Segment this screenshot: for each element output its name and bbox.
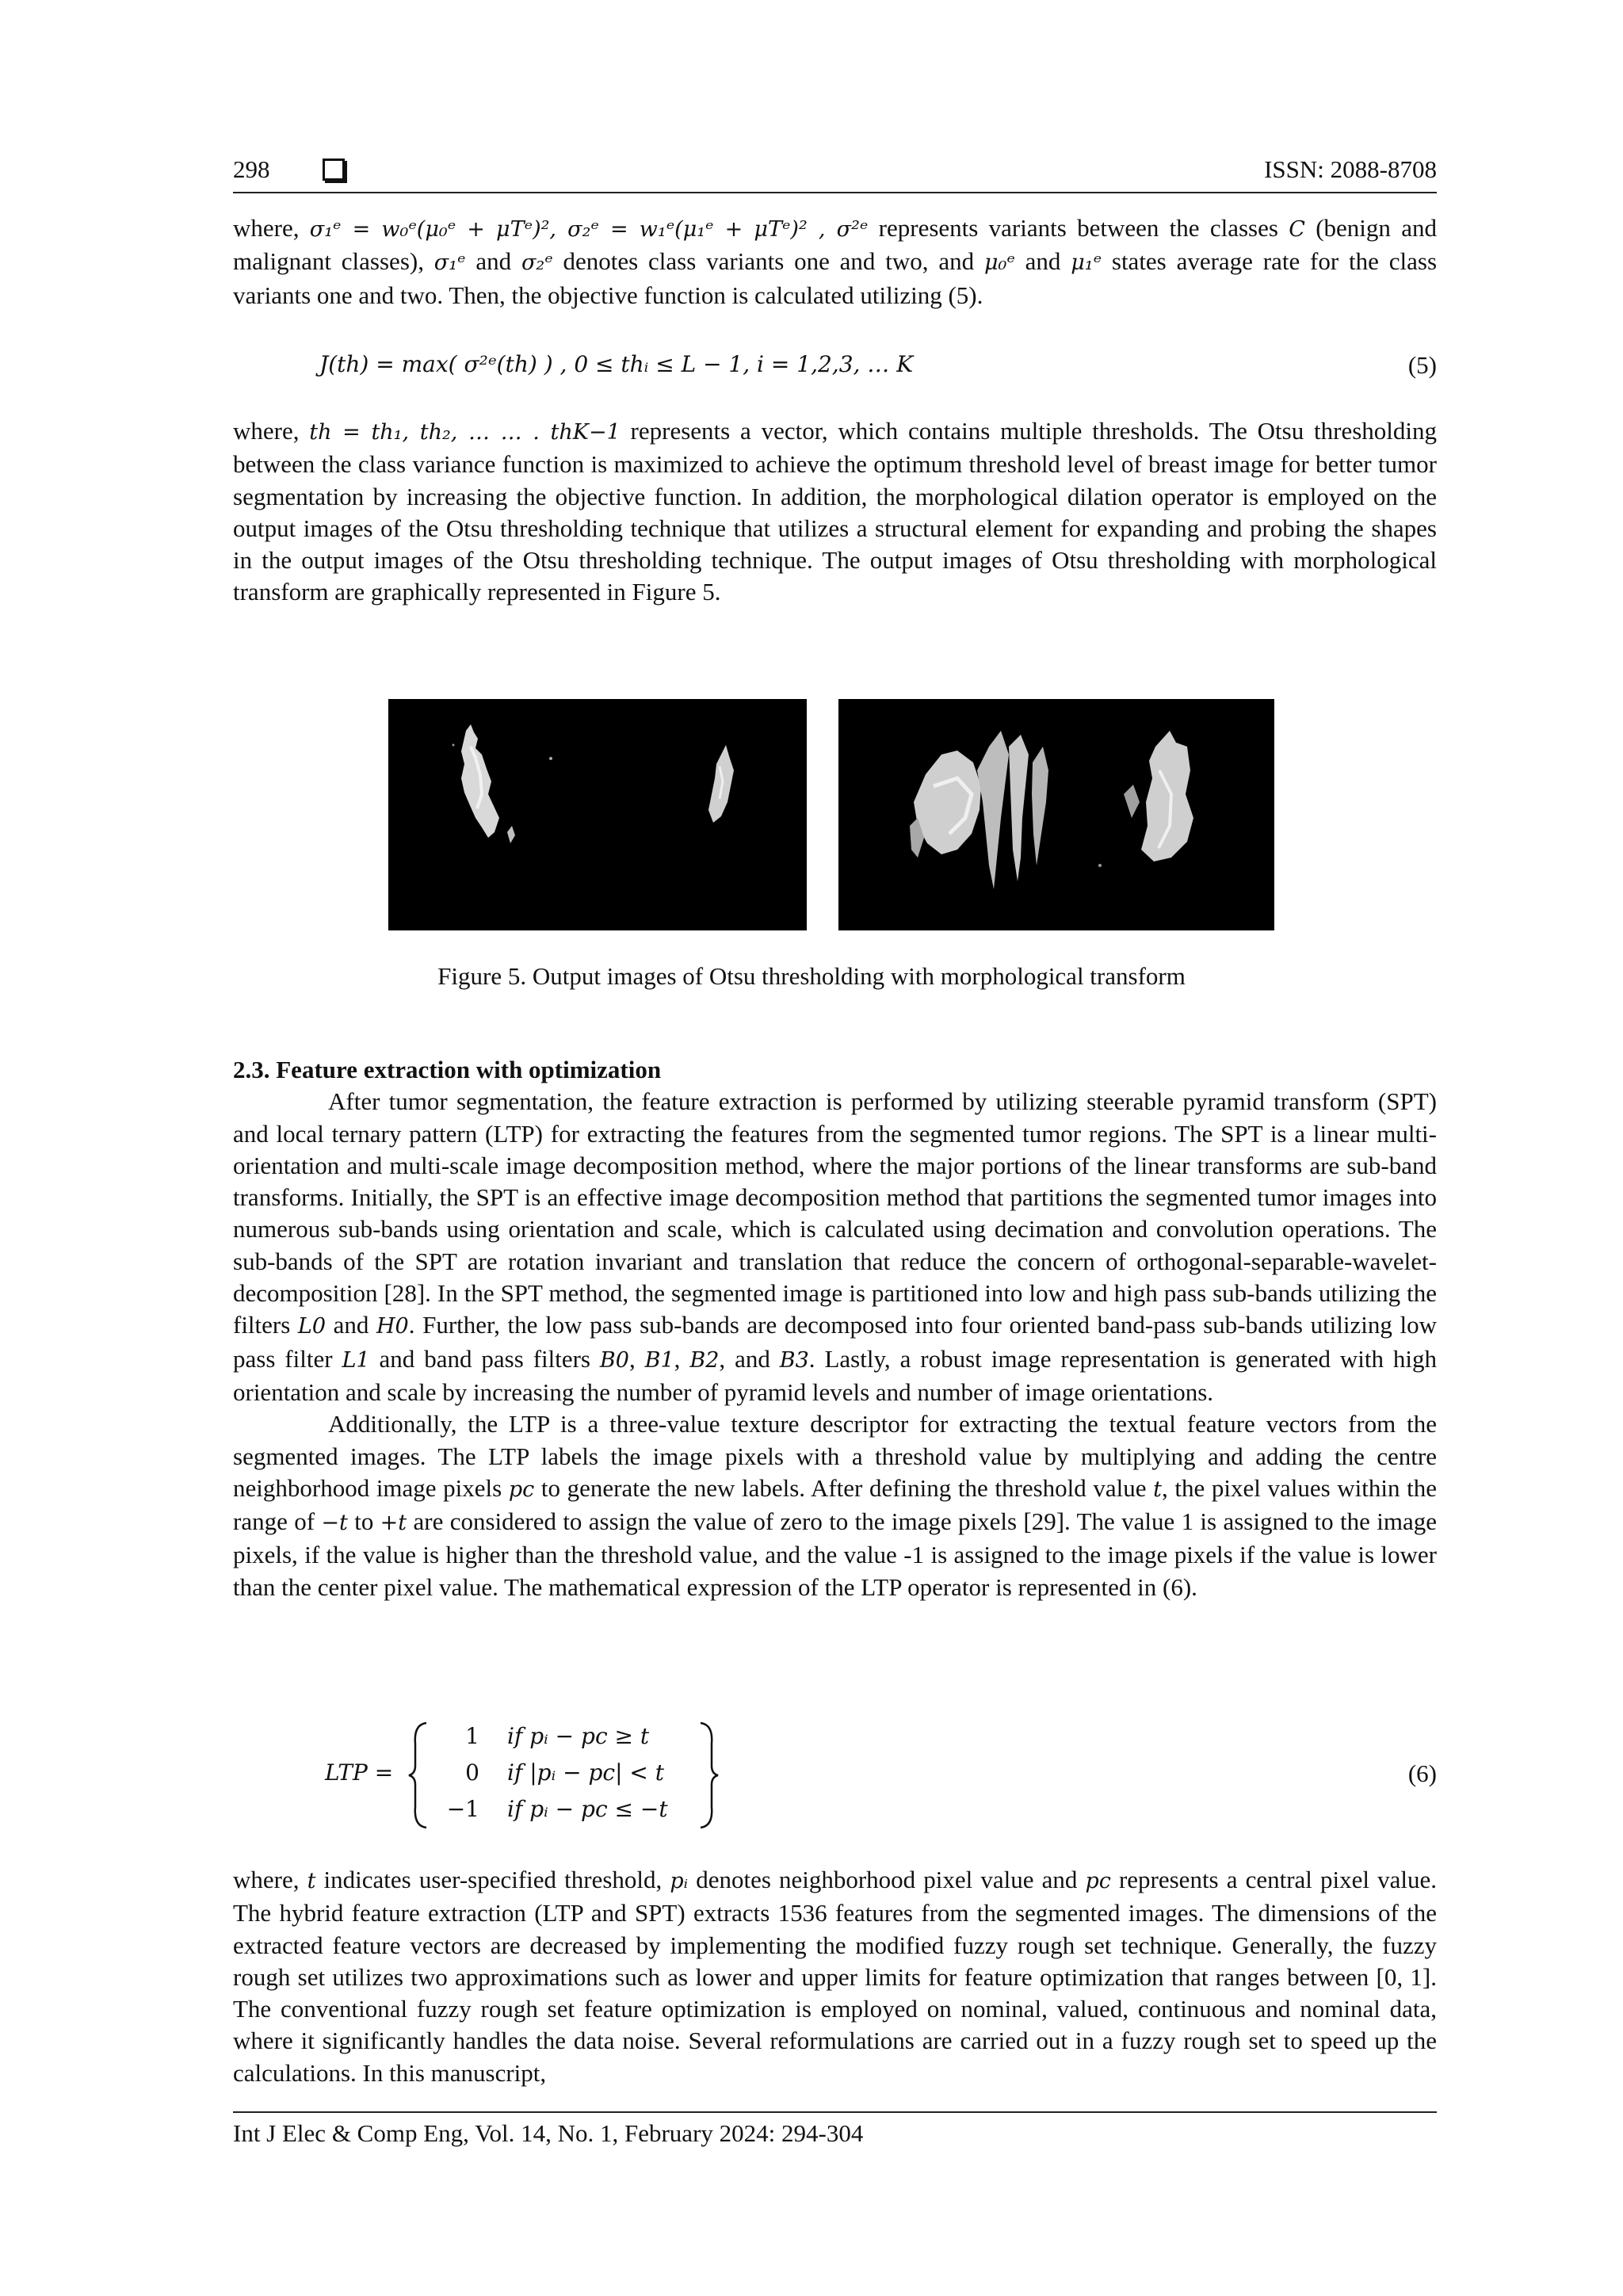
paragraph-variance: where, σ₁ᵉ = w₀ᵉ(μ₀ᵉ + μTᵉ)², σ₂ᵉ = w₁ᵉ(μ₁ᵉ + μTᵉ)² , σ²ᵉ represents variants between the classes C (benign and malignant classes), σ₁ᵉ and σ₂ᵉ denotes class variants one and two, and μ₀ᵉ and μ₁ᵉ states average rate for the class variants one and two. Then, the objective function is calculated utilizing (5). <box>233 214 1438 309</box>
checkbox-icon <box>323 159 345 181</box>
figure-5-caption: Figure 5. Output images of Otsu thresholding with morphological transform <box>437 962 1186 990</box>
figure-5-image-right <box>838 699 1274 930</box>
equation-6 <box>325 1720 1437 1831</box>
figure-5 <box>388 699 1281 930</box>
equation-5-number: (5) <box>1407 351 1437 379</box>
equation-5-body: J(th) = max( σ²ᵉ(th) ) , 0 ≤ thᵢ ≤ L − 1, i = 1,2,3, … K <box>319 351 914 377</box>
equation-6-row-2: 0 if |pᵢ − pc| < t <box>465 1759 665 1786</box>
section-heading: 2.3. Feature extraction with optimization <box>233 1056 662 1083</box>
journal-citation: Int J Elec & Comp Eng, Vol. 14, No. 1, February 2024: 294-304 <box>233 2119 864 2147</box>
issn: ISSN: 2088-8708 <box>1264 155 1437 183</box>
equation-5 <box>319 351 1437 378</box>
page-header <box>233 155 1437 193</box>
equation-6-row-3: −1 if pᵢ − pc ≤ −t <box>446 1796 668 1822</box>
paragraph-ltp: Additionally, the LTP is a three-value texture descriptor for extracting the textual feature vectors from the segmented images. The LTP labels the image pixels with a threshold value by multiplying and adding the centre neighborhood image pixels pc to generate the new labels. After defining the threshold value t, the pixel values within the range of −t to +t are considered to assign the value of zero to the image pixels [29]. The value 1 is assigned to the image pixels, if the value is higher than the threshold value, and the value -1 is assigned to the image pixels if the value is lower than the center pixel value. The mathematical expression of the LTP operator is represented in (6). <box>233 1410 1438 1601</box>
paragraph-otsu: where, th = th₁, th₂, … … . thK−1 represents a vector, which contains multiple thresholds. The Otsu thresholding between the class variance function is maximized to achieve the optimum threshold level of breast image for better tumor segmentation by increasing the objective function. In addition, the morphological dilation operator is employed on the output images of the Otsu thresholding technique that utilizes a structural element for expanding and probing the shapes in the output images of the Otsu thresholding technique. The output images of Otsu thresholding with morphological transform are graphically represented in Figure 5. <box>233 417 1437 606</box>
paragraph-spt: After tumor segmentation, the feature extraction is performed by utilizing steerable pyramid transform (SPT) and local ternary pattern (LTP) for extracting the features from the segmented tumor regions. The SPT is a linear multi-orientation and multi-scale image decomposition method, where the major portions of the linear transforms are sub-band transforms. Initially, the SPT is an effective image decomposition method that partitions the segmented tumor images into numerous sub-bands using orientation and scale, which is calculated using decimation and convolution operations. The sub-bands of the SPT are rotation invariant and translation that reduce the concern of orthogonal-separable-wavelet-decomposition [28]. In the SPT method, the segmented image is partitioned into low and high pass sub-bands utilizing the filters L0 and H0. Further, the low pass sub-bands are decomposed into four oriented band-pass sub-bands utilizing low pass filter L1 and band pass filters B0, B1, B2, and B3. Lastly, a robust image representation is generated with high orientation and scale by increasing the number of pyramid levels and number of image orientations. <box>233 1087 1438 1406</box>
equation-6-row-1: 1 if pᵢ − pc ≥ t <box>465 1723 650 1749</box>
left-brace-icon <box>406 1720 430 1831</box>
right-brace-icon <box>697 1720 721 1831</box>
page-footer <box>233 2111 1437 2148</box>
figure-5-image-left <box>388 699 807 930</box>
page-number: 298 <box>233 155 270 183</box>
equation-6-lhs: LTP = <box>325 1759 394 1786</box>
section-2-3 <box>233 1054 1437 1603</box>
equation-6-number: (6) <box>1407 1759 1437 1787</box>
paragraph-fuzzy-rough-set: where, t indicates user-specified threshold, pᵢ denotes neighborhood pixel value and pc represents a central pixel value. The hybrid feature extraction (LTP and SPT) extracts 1536 features from the segmented images. The dimensions of the extracted feature vectors are decreased by implementing the modified fuzzy rough set technique. Generally, the fuzzy rough set utilizes two approximations such as lower and upper limits for feature optimization that ranges between [0, 1]. The conventional fuzzy rough set feature optimization is employed on nominal, valued, continuous and nominal data, where it significantly handles the data noise. Several reformulations are carried out in a fuzzy rough set to speed up the calculations. In this manuscript, <box>233 1866 1437 2087</box>
